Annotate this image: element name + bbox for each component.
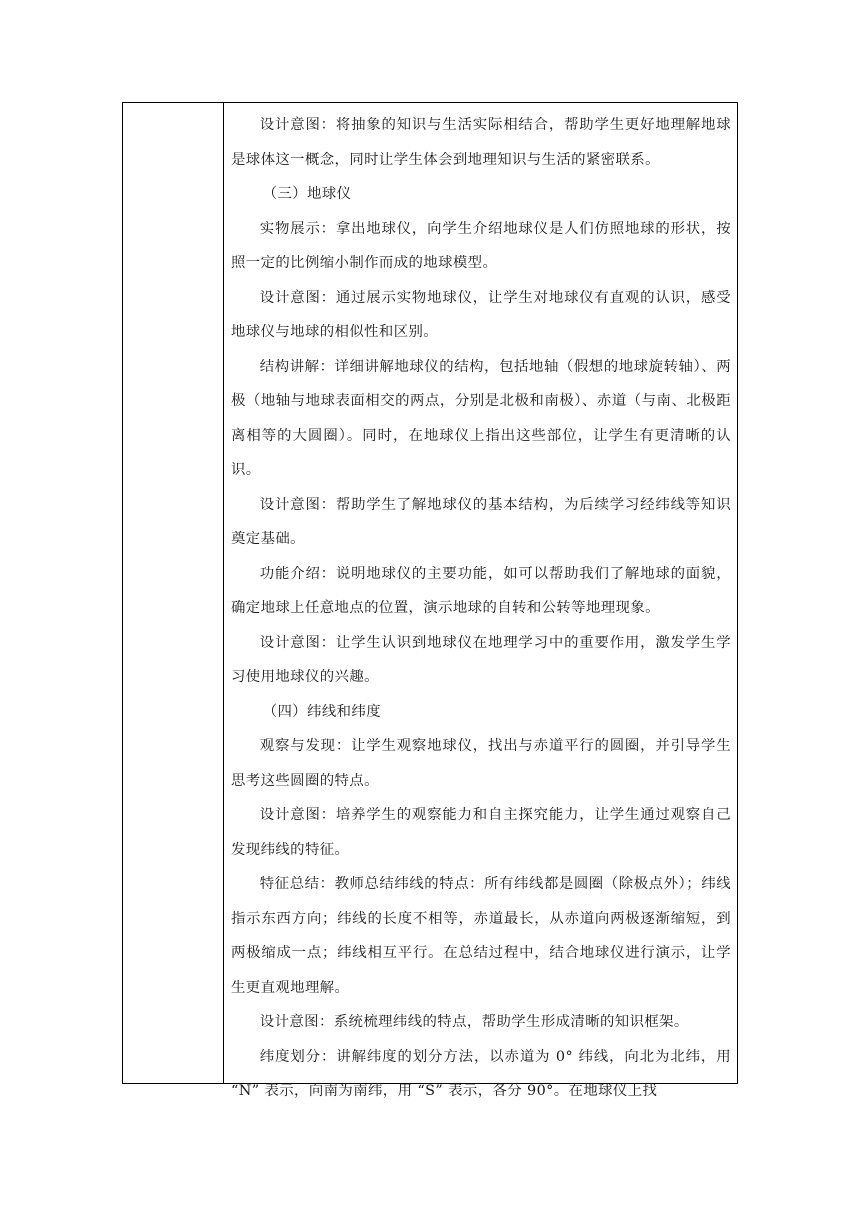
paragraph-observation: 观察与发现：让学生观察地球仪，找出与赤道平行的圆圈，并引导学生思考这些圆圈的特点。 bbox=[231, 738, 731, 789]
paragraph-design-intent: 设计意图：培养学生的观察能力和自主探究能力，让学生通过观察自己发现纬线的特征。 bbox=[231, 807, 731, 858]
paragraph-design-intent: 设计意图：帮助学生了解地球仪的基本结构，为后续学习经纬线等知识奠定基础。 bbox=[231, 496, 731, 547]
paragraph-feature-summary: 特征总结：教师总结纬线的特点：所有纬线都是圆圈（除极点外）；纬线指示东西方向；纬线的长度不相等，赤道最长，从赤道向两极逐渐缩短，到两极缩成一点；纬线相互平行。在总结过程中，结合地球仪进行演示，让学生更直观地理解。 bbox=[231, 876, 731, 996]
section-heading-latitude: （四）纬线和纬度 bbox=[262, 703, 381, 720]
left-column-cell bbox=[123, 103, 224, 1083]
paragraph-function-intro: 功能介绍：说明地球仪的主要功能，如可以帮助我们了解地球的面貌，确定地球上任意地点的位置，演示地球的自转和公转等地理现象。 bbox=[231, 565, 731, 616]
content-cell bbox=[224, 103, 737, 1099]
paragraph-structure-explanation: 结构讲解：详细讲解地球仪的结构，包括地轴（假想的地球旋转轴）、两极（地轴与地球表面相交的两点，分别是北极和南极）、赤道（与南、北极距离相等的大圆圈）。同时，在地球仪上指出这些部位，让学生有更清晰的认识。 bbox=[231, 358, 731, 478]
paragraph-design-intent: 设计意图：让学生认识到地球仪在地理学习中的重要作用，激发学生学习使用地球仪的兴趣。 bbox=[231, 634, 731, 685]
paragraph-design-intent: 设计意图：系统梳理纬线的特点，帮助学生形成清晰的知识框架。 bbox=[259, 1014, 689, 1030]
paragraph-design-intent: 设计意图：将抽象的知识与生活实际相结合，帮助学生更好地理解地球是球体这一概念，同时让学生体会到地理知识与生活的紧密联系。 bbox=[231, 117, 731, 168]
lesson-plan-table bbox=[122, 102, 738, 1099]
paragraph-design-intent: 设计意图：通过展示实物地球仪，让学生对地球仪有直观的认识，感受地球仪与地球的相似性和区别。 bbox=[231, 289, 731, 340]
section-heading-globe: （三）地球仪 bbox=[262, 186, 352, 202]
paragraph-latitude-division: 纬度划分：讲解纬度的划分方法，以赤道为 0° 纬线，向北为北纬，用 “N” 表示，向南为南纬，用 “S” 表示，各分 90°。在地球仪上找 bbox=[231, 1048, 731, 1099]
paragraph-object-display: 实物展示：拿出地球仪，向学生介绍地球仪是人们仿照地球的形状，按照一定的比例缩小制作而成的地球模型。 bbox=[231, 220, 731, 271]
